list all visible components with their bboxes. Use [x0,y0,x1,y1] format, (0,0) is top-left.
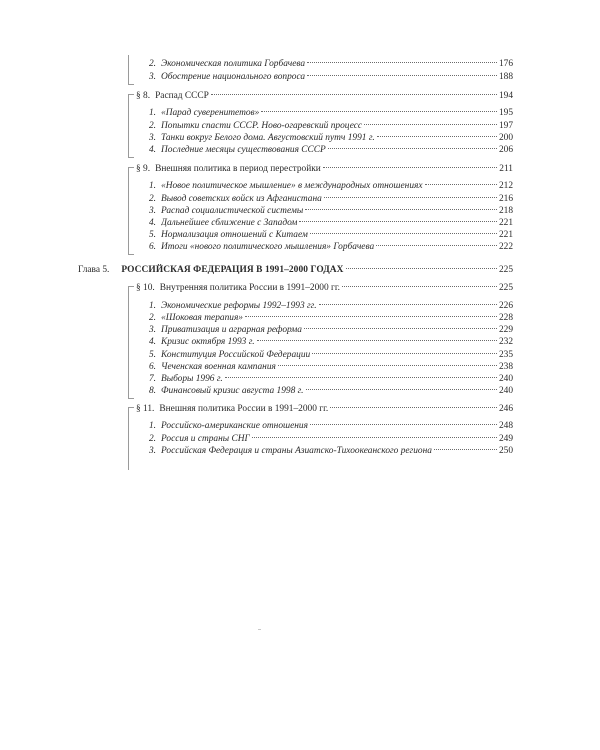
toc-entry-page: 195 [498,108,513,118]
toc-entry [147,193,513,205]
toc-entry-title: Танки вокруг Белого дома. Августовский путч 1991 г. [161,133,375,143]
toc-entry [147,433,513,445]
toc-section-number: § 9. [136,164,151,174]
toc-section [136,163,513,175]
toc-entry-number: 8. [148,386,156,396]
leader-dots [310,424,497,425]
toc-entry-page: 235 [498,350,513,360]
toc-entry-number: 7. [148,374,156,384]
leader-dots [330,407,497,408]
toc-entry-page: 238 [498,362,513,372]
leader-dots [319,304,497,305]
toc-entry-number: 5. [148,350,156,360]
toc-entry-title: Конституция Российской Федерации [161,350,311,360]
leader-dots [377,136,497,137]
toc-entry-title: Кризис октября 1993 г. [161,337,255,347]
leader-dots [245,316,497,317]
toc-entry-number: 2. [148,313,156,323]
toc-entry-number: 4. [148,337,156,347]
toc-entry [147,132,513,144]
toc-entry-number: 4. [148,145,156,155]
toc-entry-title: Чеченская военная кампания [161,362,276,372]
toc-section [136,282,513,294]
toc-entry [147,324,513,336]
toc-section-title: Внутренняя политика России в 1991–2000 гг. [159,283,340,293]
leader-dots [307,75,497,76]
toc-entry-page: 226 [498,301,513,311]
toc-chapter-number: Глава 5. [78,265,110,275]
toc-entry [147,312,513,324]
toc-entry-title: Экономические реформы 1992–1993 гг. [161,301,317,311]
toc-entry-title: Итоги «нового политического мышления» Горбачева [161,242,375,252]
leader-dots [306,389,497,390]
toc-entry-page: 212 [498,181,513,191]
toc-entry [147,361,513,373]
leader-dots [225,377,497,378]
toc-section-number: § 10. [136,283,155,293]
toc-entry-page: 240 [498,386,513,396]
toc-entry-title: Последние месяцы существования СССР [161,145,326,155]
toc-section-number: § 11. [136,404,155,414]
toc-entry [147,144,513,156]
toc-entry-number: 3. [148,133,156,143]
toc-section-title: Внешняя политика в период перестройки [155,164,321,174]
toc-entry [147,420,513,432]
leader-dots [211,94,497,95]
toc-entry [147,58,513,70]
leader-dots [257,340,497,341]
toc-entry-page: 222 [498,242,513,252]
toc-entry [147,217,513,229]
toc-entry-title: Россия и страны СНГ [161,434,250,444]
toc-entry-title: Попытки спасти СССР. Ново-огаревский процесс [161,121,363,131]
toc-entry [147,445,513,457]
toc-entry-page: 232 [498,337,513,347]
leader-dots [278,365,497,366]
toc-entry-number: 2. [148,434,156,444]
toc-entry-page: 200 [498,133,513,143]
toc-section-title: Распад СССР [155,91,209,101]
toc-entry-number: 1. [148,181,156,191]
toc-section-page: 246 [498,404,513,414]
toc-entry [147,300,513,312]
leader-dots [434,449,497,450]
toc-entry-number: 3. [148,325,156,335]
toc-entry [147,241,513,253]
toc-entry [147,205,513,217]
toc-section-page: 211 [499,164,513,174]
toc-entry-number: 1. [148,301,156,311]
toc-entry [147,349,513,361]
toc-entry-number: 2. [148,194,156,204]
leader-dots [305,209,497,210]
toc-entry-title: Экономическая политика Горбачева [161,59,306,69]
leader-dots [304,328,497,329]
leader-dots [310,233,497,234]
toc-entry-number: 1. [148,421,156,431]
leader-dots [324,197,497,198]
toc-entry [147,373,513,385]
scan-speck [258,629,261,630]
toc-entry-title: Вывод советских войск из Афганистана [161,194,322,204]
toc-entry [147,71,513,83]
toc-entry-title: Обострение национального вопроса [161,72,306,82]
toc-section-title: Внешняя политика России в 1991–2000 гг. [159,404,329,414]
toc-bracket-continued [128,55,134,85]
toc-entry-page: 249 [498,434,513,444]
toc-entry-page: 206 [498,145,513,155]
toc-entry-title: Распад социалистической системы [161,206,304,216]
toc-chapter-title: РОССИЙСКАЯ ФЕДЕРАЦИЯ В 1991–2000 ГОДАХ [121,265,344,275]
toc-entry-page: 229 [498,325,513,335]
leader-dots [425,184,497,185]
toc-entry-title: «Новое политическое мышление» в международных отношениях [161,181,423,191]
toc-bracket-section-10 [128,286,134,399]
toc-entry-page: 197 [498,121,513,131]
toc-entry-number: 3. [148,446,156,456]
toc-section-number: § 8. [136,91,151,101]
toc-entry-number: 4. [148,218,156,228]
toc-entry-page: 228 [498,313,513,323]
toc-entry-title: Российская Федерация и страны Азиатско-Тихоокеанского региона [161,446,432,456]
leader-dots [299,221,497,222]
toc-entry-page: 176 [498,59,513,69]
toc-entry [147,336,513,348]
toc-chapter-page: 225 [498,265,513,275]
toc-entry [147,385,513,397]
toc-entry-title: «Парад суверенитетов» [161,108,260,118]
leader-dots [323,167,497,168]
toc-bracket-section-8 [128,94,134,158]
toc-entry-title: Финансовый кризис августа 1998 г. [161,386,304,396]
leader-dots [261,111,497,112]
toc-chapter [78,264,513,276]
toc-entry-page: 221 [498,218,513,228]
toc-entry-number: 6. [148,242,156,252]
toc-entry [147,120,513,132]
toc-entry-page: 250 [498,446,513,456]
toc-entry-number: 3. [148,72,156,82]
toc-entry-page: 248 [498,421,513,431]
toc-entry-title: Дальнейшее сближение с Западом [161,218,298,228]
toc-entry-number: 2. [148,59,156,69]
leader-dots [252,437,497,438]
toc-bracket-section-11 [128,407,134,470]
toc-section [136,90,513,102]
toc-entry-number: 6. [148,362,156,372]
toc-entry-title: «Шоковая терапия» [161,313,243,323]
toc-entry-page: 240 [498,374,513,384]
toc-entry-page: 218 [498,206,513,216]
leader-dots [376,245,497,246]
leader-dots [346,268,497,269]
toc-section-page: 225 [498,283,513,293]
toc-entry-title: Приватизация и аграрная реформа [161,325,302,335]
toc-entry [147,180,513,192]
toc-entry-number: 5. [148,230,156,240]
leader-dots [307,62,497,63]
toc-entry-title: Выборы 1996 г. [161,374,223,384]
toc-entry-number: 1. [148,108,156,118]
toc-entry-title: Нормализация отношений с Китаем [161,230,308,240]
toc-section-page: 194 [498,91,513,101]
toc-bracket-section-9 [128,167,134,255]
leader-dots [328,148,497,149]
toc-entry [147,107,513,119]
toc-entry-number: 2. [148,121,156,131]
toc-entry [147,229,513,241]
toc-entry-page: 221 [498,230,513,240]
toc-entry-number: 3. [148,206,156,216]
leader-dots [342,286,497,287]
leader-dots [312,353,497,354]
toc-entry-page: 216 [498,194,513,204]
toc-entry-title: Российско-американские отношения [161,421,308,431]
toc-section [136,403,513,415]
leader-dots [364,124,497,125]
toc-entry-page: 188 [498,72,513,82]
